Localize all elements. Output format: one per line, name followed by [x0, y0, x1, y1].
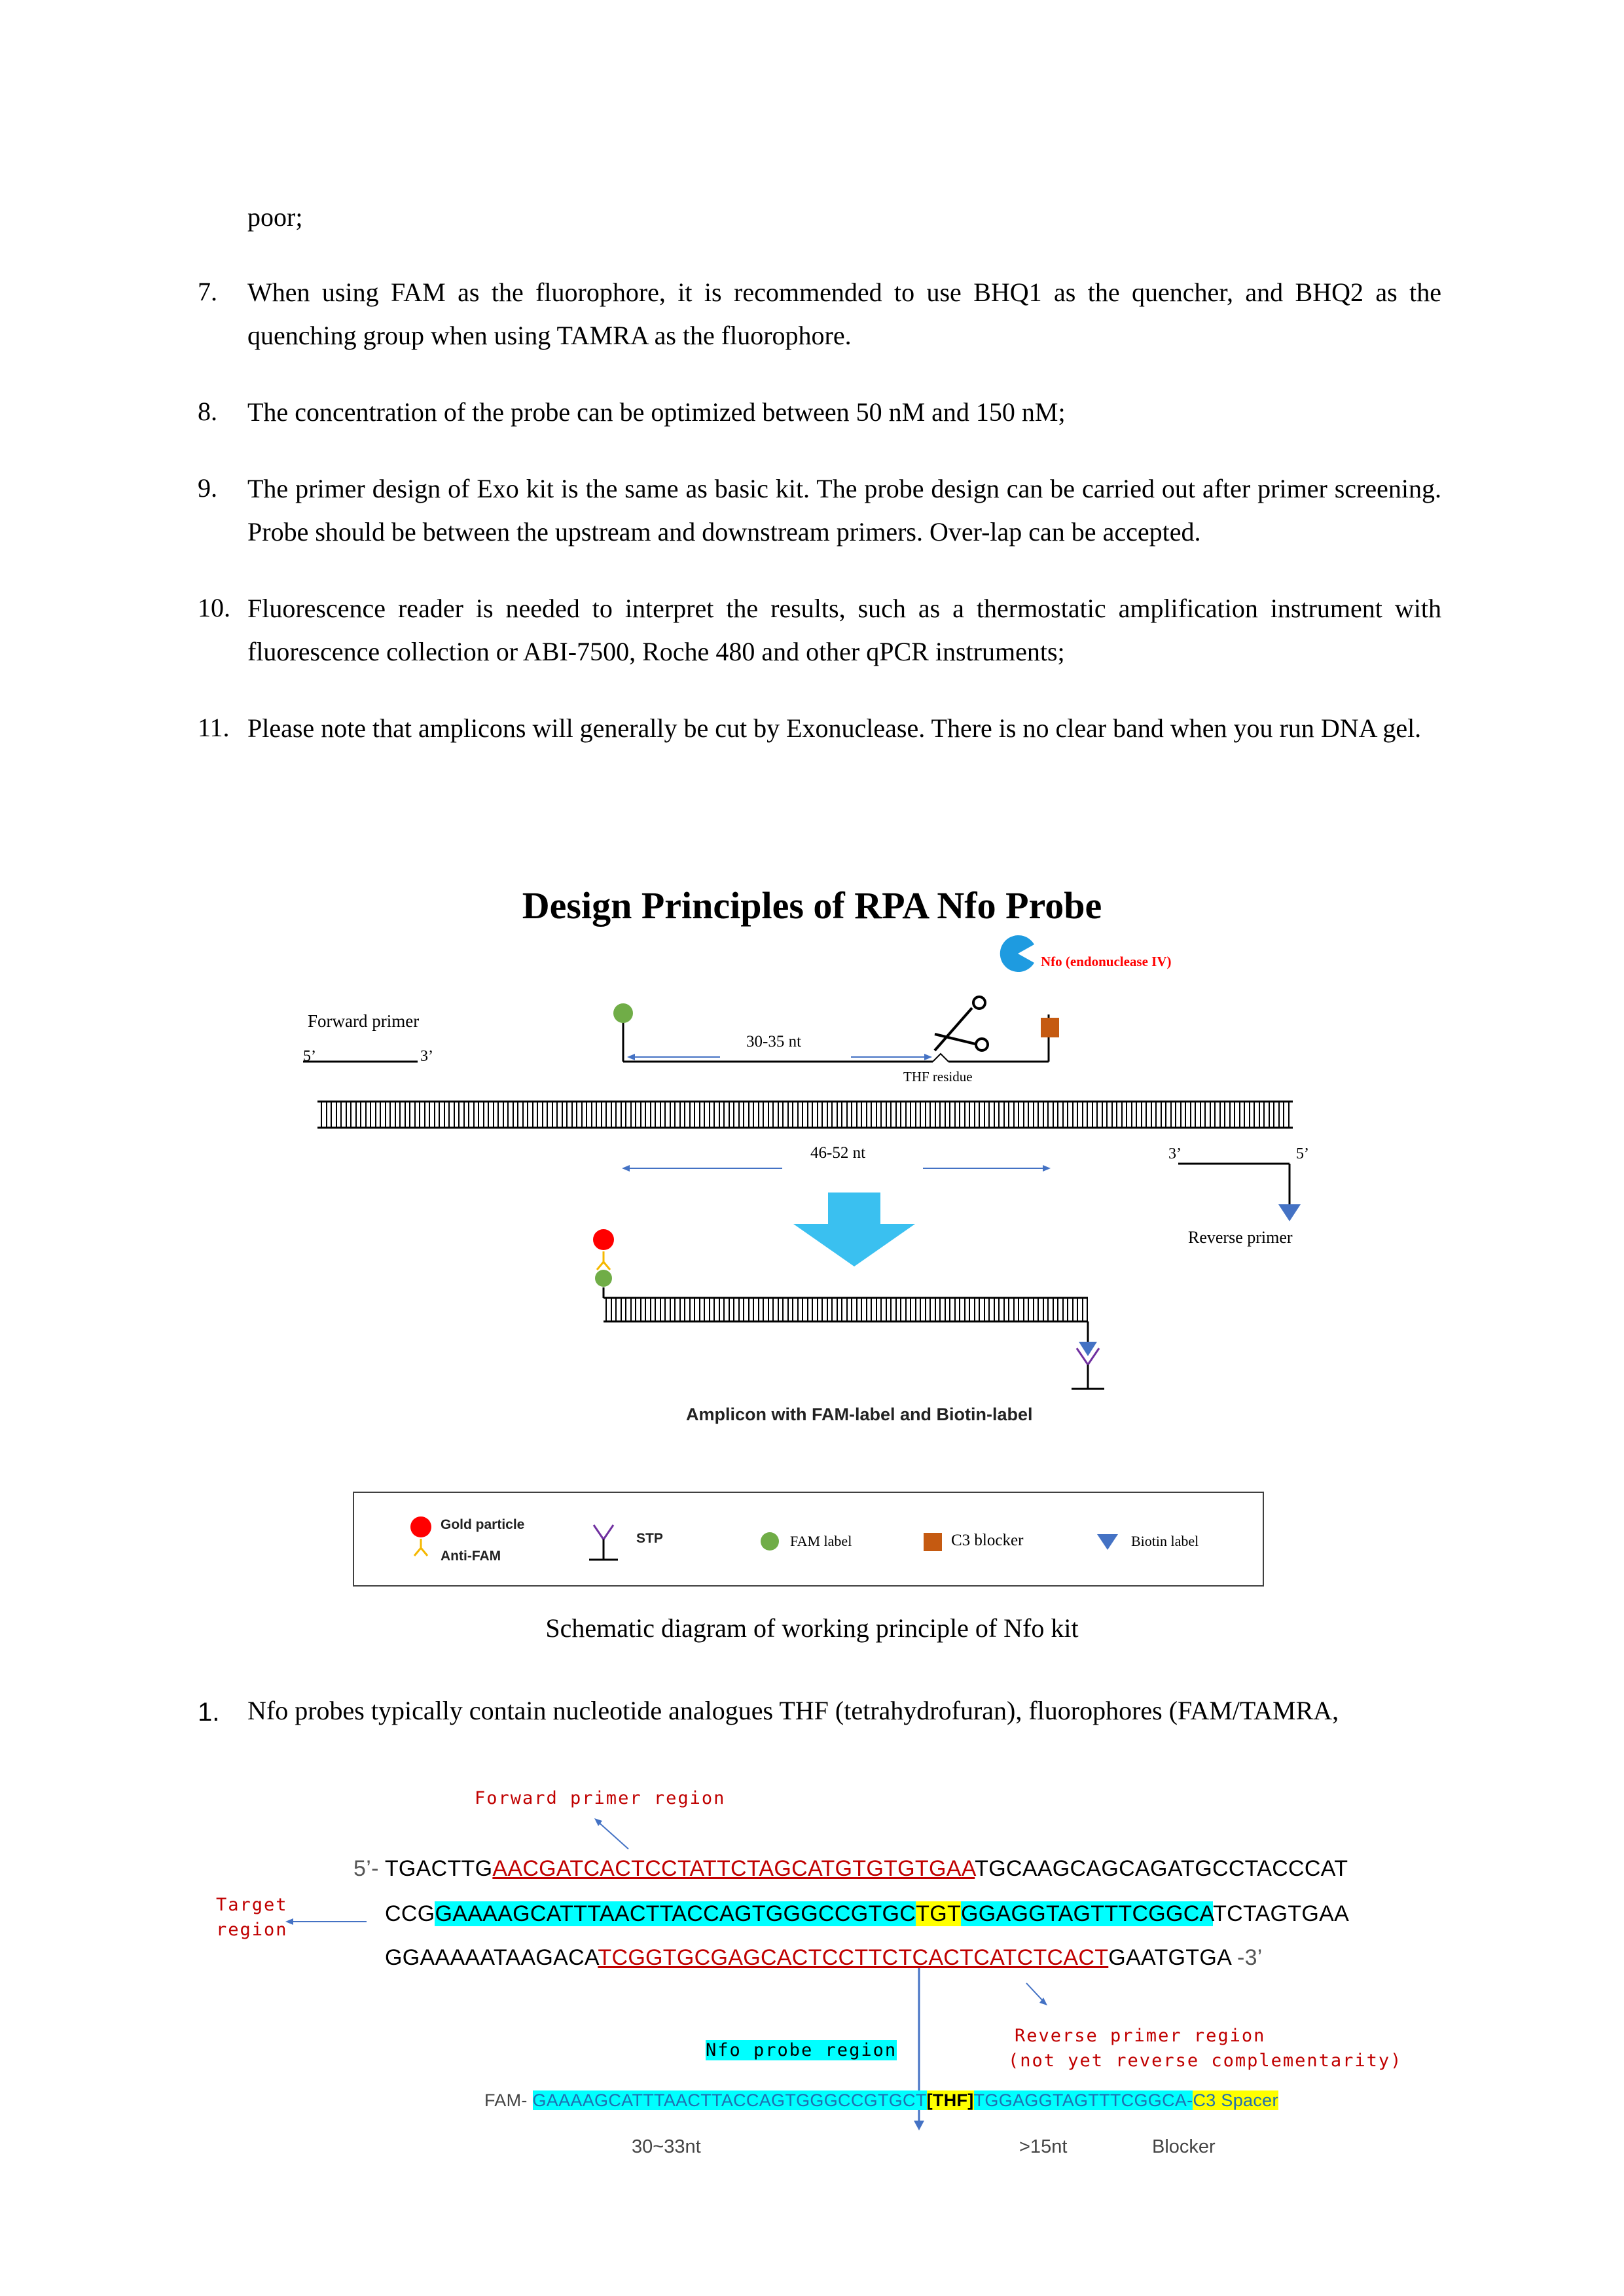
dna-duplex — [317, 1102, 1293, 1128]
target-region-label: Target region — [216, 1895, 288, 1940]
biotin-label-icon — [1278, 1204, 1301, 1221]
nfo-diagram — [0, 916, 1624, 1610]
reverse-primer-label: Reverse primer — [1188, 1228, 1293, 1247]
nt-46-52-label: 46-52 nt — [810, 1144, 866, 1162]
anti-fam-icon — [597, 1251, 610, 1270]
legend-fam-label: FAM label — [790, 1533, 852, 1549]
thf-residue-label: THF residue — [903, 1069, 973, 1085]
c3-blocker-icon — [1041, 1018, 1059, 1037]
legend-gold-particle: Gold particle — [441, 1517, 525, 1532]
sequence-line-2: CCGGAAAAGCATTTAACTTACCAGTGGGCCGTGCTGTGGAGGTAGTTTCGGCATCTAGTGAA — [385, 1901, 1350, 1926]
list-number: 8. — [198, 397, 217, 426]
list-text: The concentration of the probe can be optimized between 50 nM and 150 nM; — [247, 397, 1066, 427]
fam-label-icon — [613, 1003, 633, 1023]
list-number: 1. — [198, 1698, 220, 1727]
rev-five-prime-label: 5’ — [1296, 1145, 1309, 1162]
nfo-label: Nfo (endonuclease IV) — [1041, 954, 1172, 969]
nt-30-35-label: 30-35 nt — [746, 1033, 802, 1050]
figure-title: Design Principles of RPA Nfo Probe — [522, 884, 1102, 927]
list-text: When using FAM as the fluorophore, it is recommended to use BHQ1 as the quencher, and BHQ2 as the quenching group when using TAMRA as the fluorophore. — [247, 278, 1441, 350]
list-number: 11. — [198, 713, 230, 742]
scissors-icon — [935, 997, 988, 1050]
list-text: Please note that amplicons will generally be cut by Exonuclease. There is no clear band when you run DNA gel. — [247, 713, 1422, 743]
nfo-enzyme-icon — [1000, 935, 1034, 972]
list-text: Nfo probes typically contain nucleotide analogues THF (tetrahydrofuran), fluorophores (FAM/TAMRA, — [247, 1696, 1339, 1725]
list-number: 9. — [198, 473, 217, 503]
figure-caption: Schematic diagram of working principle of Nfo kit — [545, 1613, 1079, 1643]
three-prime-label: 3’ — [420, 1048, 433, 1065]
rev-three-prime-label: 3’ — [1168, 1145, 1182, 1162]
amplicon-fam-icon — [595, 1270, 612, 1287]
reverse-primer-region-label: Reverse primer region (not yet reverse complementarity) — [1008, 2026, 1403, 2071]
legend-stp: STP — [636, 1531, 663, 1546]
length-30-33-label: 30~33nt — [632, 2136, 701, 2157]
list-continuation: poor; — [247, 202, 303, 232]
list-text: Fluorescence reader is needed to interpret the results, such as a thermostatic amplification instrument with fluorescence collection or ABI-7500, Roche 480 and other qPCR instruments; — [247, 594, 1441, 666]
gold-particle-icon — [593, 1229, 614, 1250]
amplicon-label: Amplicon with FAM-label and Biotin-label — [686, 1405, 1033, 1424]
sequence-diagram-arrows — [0, 1767, 1624, 2186]
sequence-line-3: GGAAAAATAAGACATCGGTGCGAGCACTCCTTCTCACTCATCTCACTGAATGTGA -3’ — [385, 1945, 1263, 1970]
forward-primer-region-label: Forward primer region — [475, 1788, 726, 1808]
nfo-probe-region-label: Nfo probe region — [706, 2040, 897, 2060]
probe-sequence: FAM- GAAAAGCATTTAACTTACCAGTGGGCCGTGCT[THF]TGGAGGTAGTTTCGGCA-C3 Spacer — [484, 2090, 1278, 2110]
down-arrow-icon — [793, 1193, 915, 1266]
legend-anti-fam: Anti-FAM — [441, 1549, 501, 1564]
legend-biotin-label: Biotin label — [1131, 1533, 1199, 1549]
forward-primer-label: Forward primer — [308, 1011, 420, 1031]
blocker-label: Blocker — [1152, 2136, 1216, 2157]
amplicon-duplex — [604, 1298, 1088, 1321]
list-number: 7. — [198, 277, 217, 306]
list-number: 10. — [198, 593, 230, 622]
length-15-label: >15nt — [1019, 2136, 1068, 2157]
five-prime-label: 5’ — [303, 1048, 316, 1065]
legend-c3-blocker: C3 blocker — [951, 1532, 1024, 1549]
list-text: The primer design of Exo kit is the same as basic kit. The probe design can be carried out after primer screening. Probe should be between the upstream and downstream primers. Over-lap can be accepted. — [247, 474, 1441, 547]
sequence-line-1: 5’- TGACTTGAACGATCACTCCTATTCTAGCATGTGTGTGAATGCAAGCAGCAGATGCCTACCCAT — [353, 1856, 1348, 1881]
